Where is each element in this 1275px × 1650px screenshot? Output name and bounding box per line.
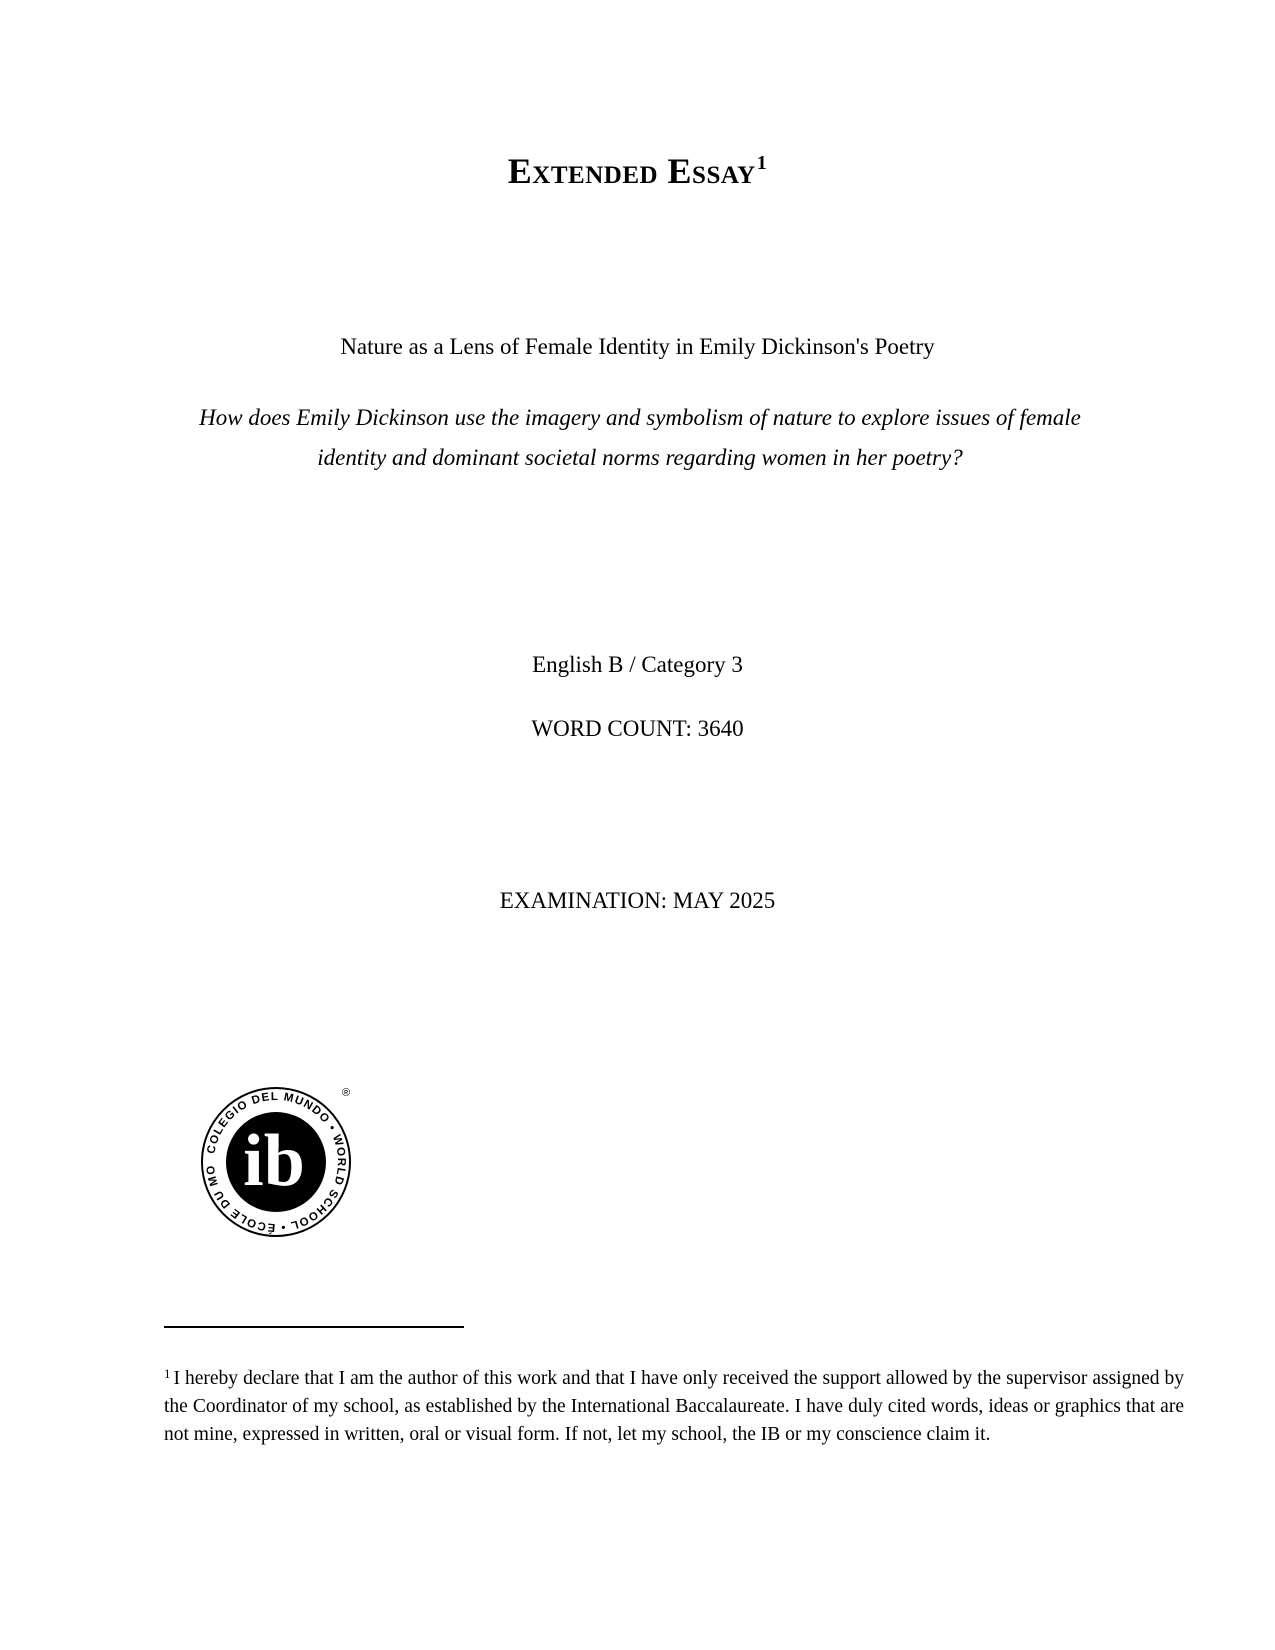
registered-mark: ® xyxy=(341,1087,351,1099)
subject-category: English B / Category 3 xyxy=(532,652,743,677)
word-count: WORD COUNT: 3640 xyxy=(531,716,744,741)
logo-ring-text: COLEGIO DEL MUNDO • WORLD SCHOOL • ÉCOLE DU MO xyxy=(204,1090,348,1234)
essay-title-text: Extended Essay xyxy=(507,151,756,191)
logo-center-text: ib xyxy=(243,1120,305,1202)
essay-subtitle: Nature as a Lens of Female Identity in Emily Dickinson's Poetry xyxy=(340,334,935,359)
ib-world-school-logo-icon xyxy=(196,1082,356,1242)
research-question: How does Emily Dickinson use the imagery and symbolism of nature to explore issues of female identity and dominant societal norms regarding women in her poetry? xyxy=(199,405,1081,470)
title-footnote-marker[interactable]: 1 xyxy=(756,152,768,174)
footnote-marker: 1 xyxy=(164,1366,171,1381)
footnote xyxy=(164,1360,1184,1449)
footnote-separator xyxy=(164,1326,464,1328)
examination-session: EXAMINATION: MAY 2025 xyxy=(499,888,776,913)
essay-title xyxy=(0,150,1275,192)
footnote-text: I hereby declare that I am the author of this work and that I have only received the support allowed by the supervisor assigned by the Coordinator of my school, as established by the International Baccalaureate. I have duly cited words, ideas or graphics that are not mine, expressed in written, oral or visual form. If not, let my school, the IB or my conscience claim it. xyxy=(164,1368,1184,1445)
